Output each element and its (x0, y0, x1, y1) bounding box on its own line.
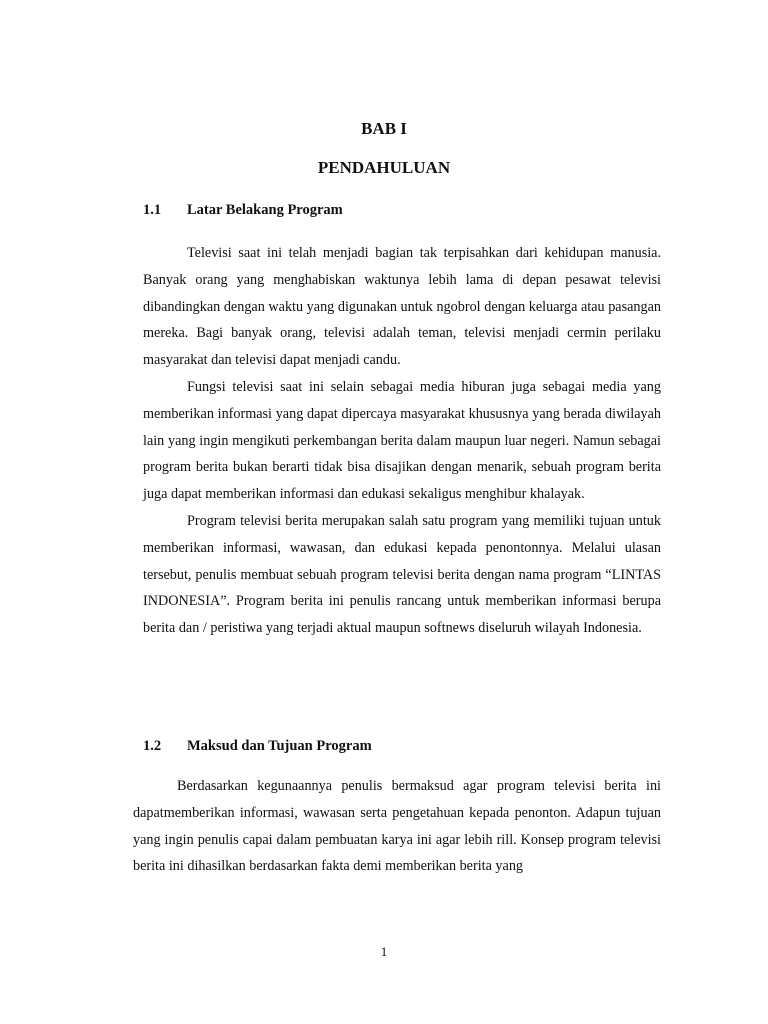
section-body-1-2 (133, 773, 661, 880)
section-title: Maksud dan Tujuan Program (187, 738, 372, 754)
chapter-title: PENDAHULUAN (317, 158, 451, 177)
section-heading-1-1 (143, 202, 343, 219)
paragraph: Berdasarkan kegunaannya penulis bermaksud agar program televisi berita ini dapatmemberikan informasi, wawasan serta pengetahuan kepada penonton. Adapun tujuan yang ingin penulis capai dalam pembuatan karya ini agar lebih rill. Konsep program televisi berita ini dihasilkan berdasarkan fakta demi memberikan berita yang (133, 778, 661, 875)
section-title: Latar Belakang Program (187, 202, 343, 218)
paragraph: Televisi saat ini telah menjadi bagian tak terpisahkan dari kehidupan manusia. Banyak orang yang menghabiskan waktunya lebih lama di depan pesawat televisi dibandingkan dengan waktu yang digunakan untuk ngobrol dengan keluarga atau pasangan mereka. Bagi banyak orang, televisi adalah teman, televisi menjadi cermin perilaku masyarakat dan televisi dapat menjadi candu. (143, 245, 661, 369)
section-heading-1-2 (143, 738, 372, 755)
chapter-number: BAB I (361, 119, 407, 138)
page-number: 1 (380, 944, 388, 959)
paragraph: Fungsi televisi saat ini selain sebagai media hiburan juga sebagai media yang memberikan informasi yang dapat dipercaya masyarakat khususnya yang berada diwilayah lain yang ingin mengikuti perkembangan berita dalam maupun luar negeri. Namun sebagai program berita bukan berarti tidak bisa disajikan dengan menarik, sebuah program berita juga dapat memberikan informasi dan edukasi sekaligus menghibur khalayak. (143, 378, 661, 503)
section-number: 1.2 (143, 738, 162, 754)
section-body-1-1 (143, 240, 661, 642)
section-number: 1.1 (143, 202, 162, 218)
paragraph: Program televisi berita merupakan salah satu program yang memiliki tujuan untuk memberikan informasi, wawasan, dan edukasi kepada penontonnya. Melalui ulasan tersebut, penulis membuat sebuah program televisi berita dengan nama program “LINTAS INDONESIA”. Program berita ini penulis rancang untuk memberikan informasi berupa berita dan / peristiwa yang terjadi aktual maupun softnews diseluruh wilayah Indonesia. (143, 512, 661, 637)
